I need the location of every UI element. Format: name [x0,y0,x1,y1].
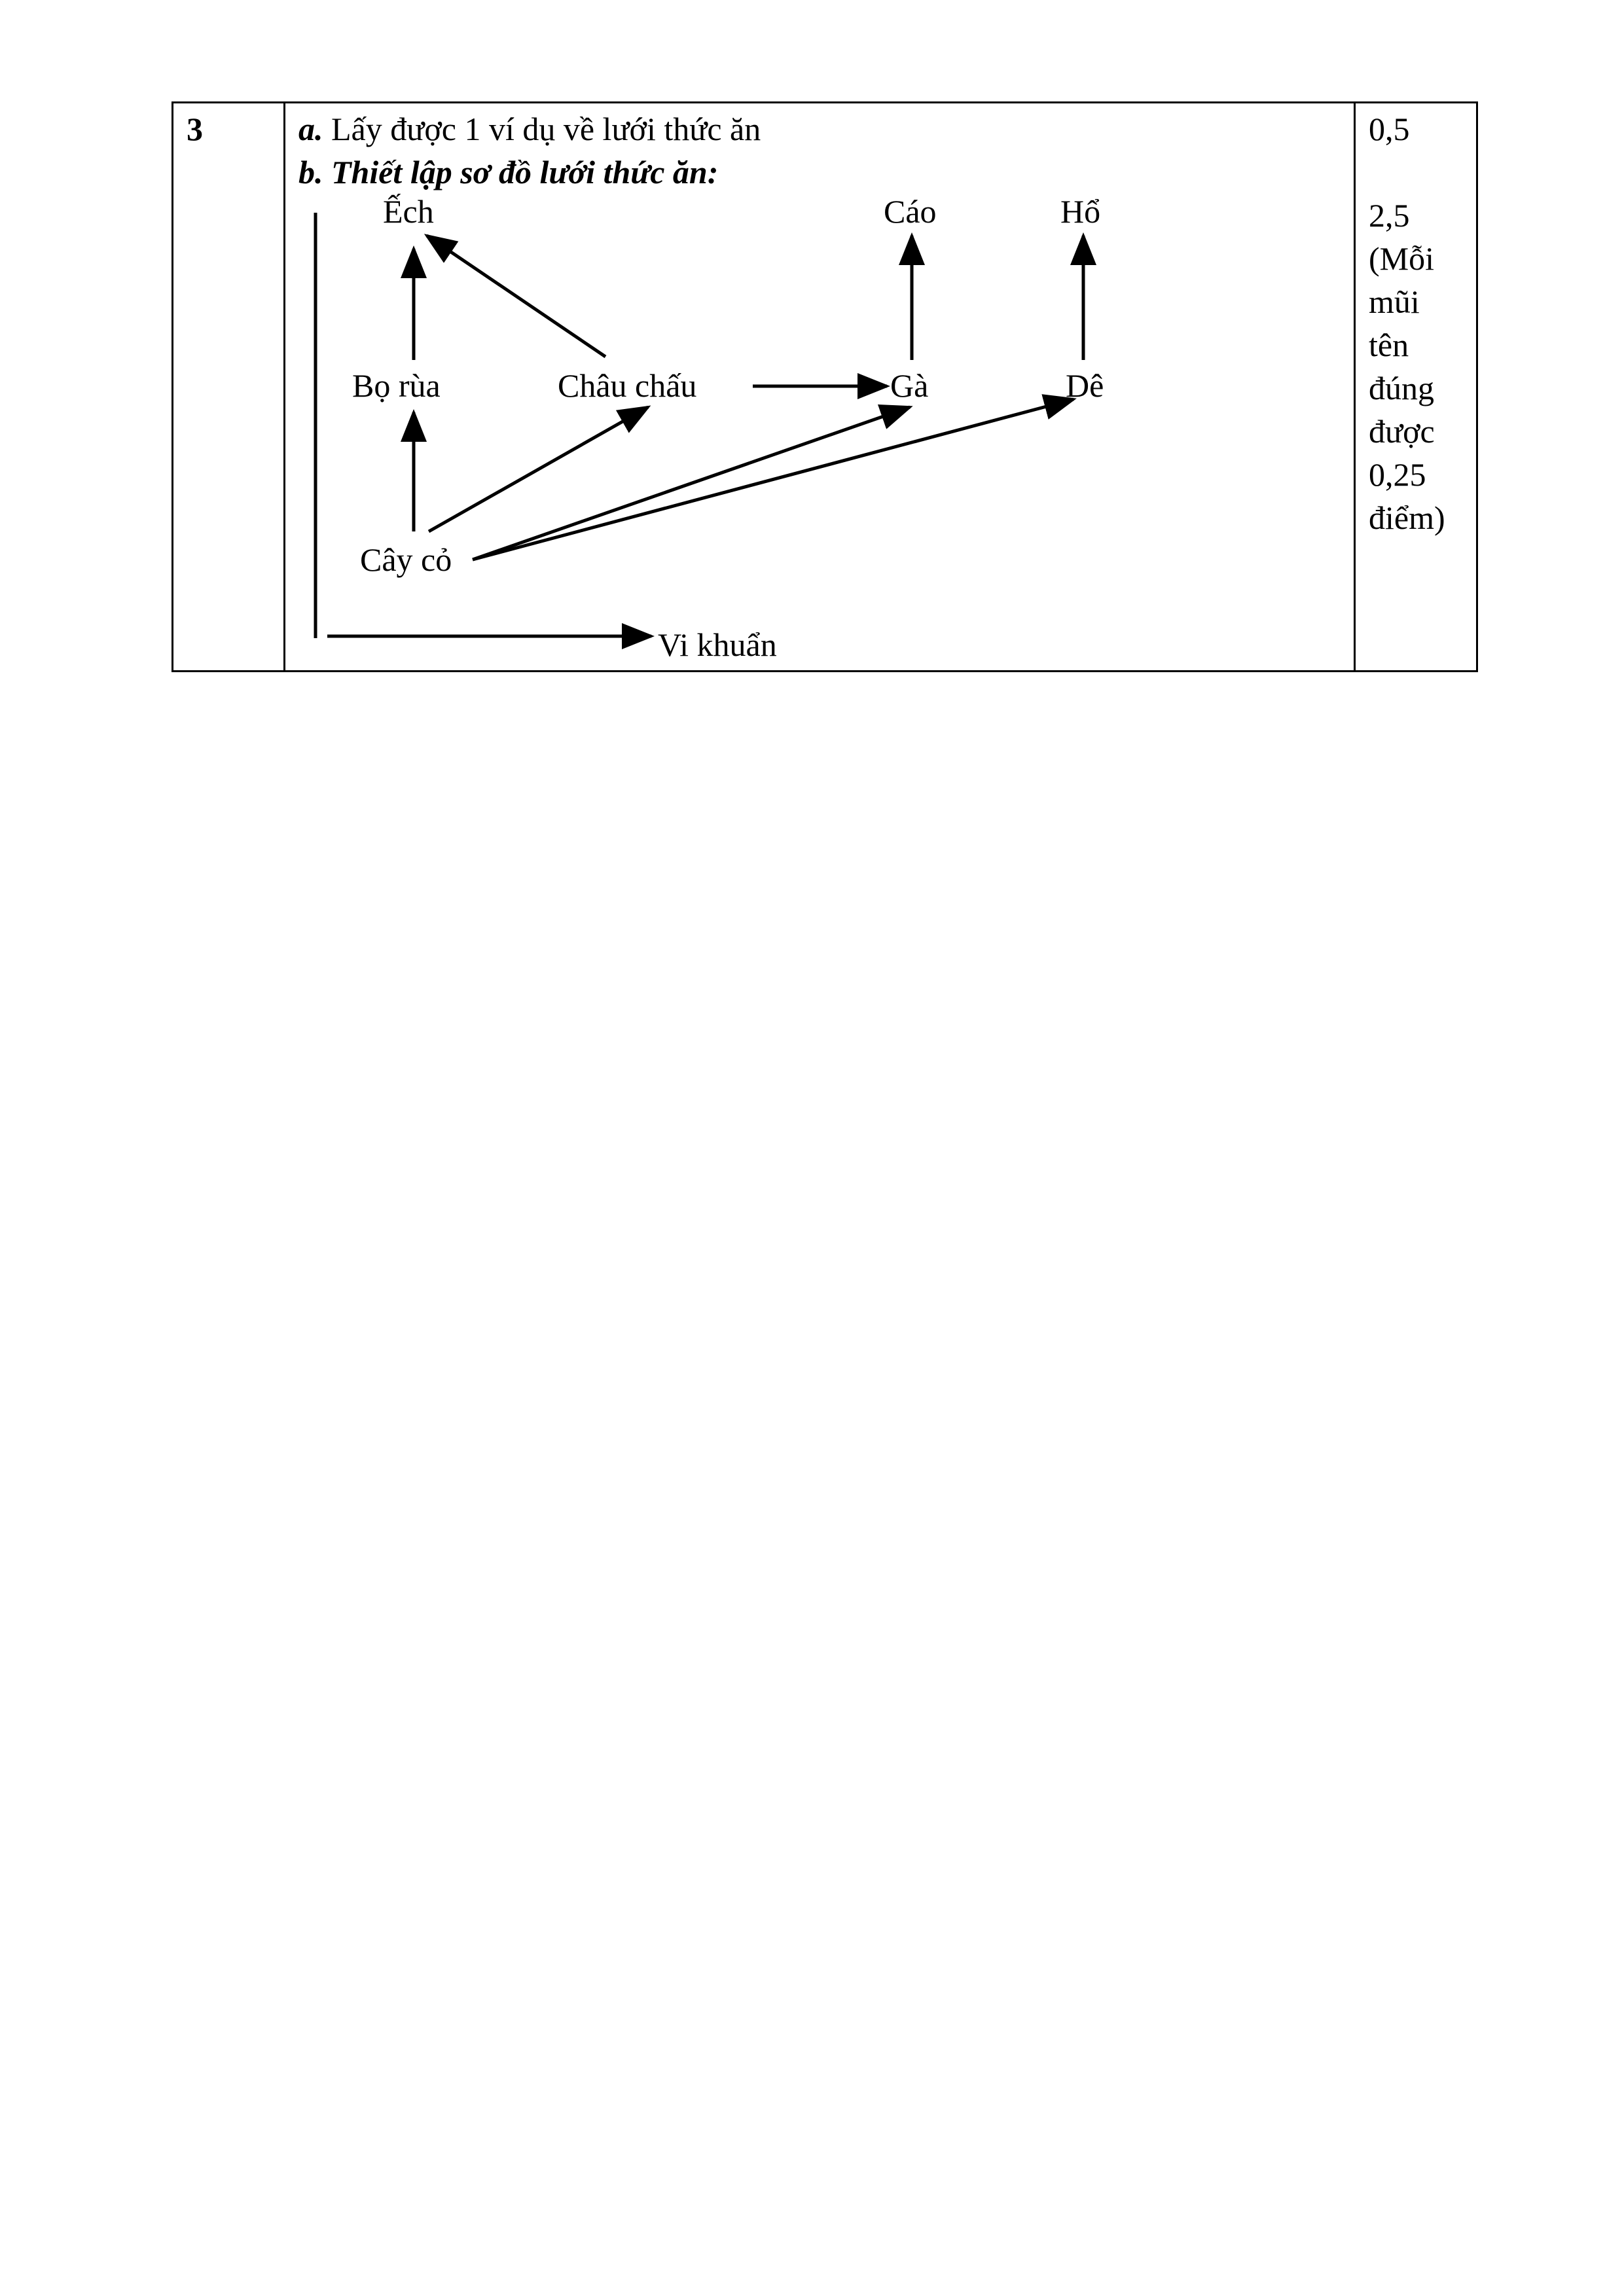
part-a-score: 0,5 [1369,111,1410,147]
node-ho: Hổ [1060,193,1101,230]
part-a-label: a. [298,111,323,147]
edge-cayco-chauchau [429,407,648,531]
node-ga: Gà [890,367,929,404]
score-note-0: (Mỗi [1369,240,1434,277]
node-cay-co: Cây cỏ [360,541,452,578]
score-note-5: 0,25 [1369,456,1426,493]
node-cao: Cáo [884,193,937,230]
score-note-2: tên [1369,327,1409,363]
score-note-3: đúng [1369,370,1434,406]
question-number: 3 [187,111,203,147]
score-note-1: mũi [1369,283,1420,320]
edge-chauchau-ech [427,236,605,357]
edge-cayco-de [473,399,1074,560]
node-bo-rua: Bọ rùa [352,367,441,404]
node-ech: Ếch [383,193,434,230]
node-de: Dê [1066,367,1104,404]
edge-cayco-ga [473,407,910,560]
part-b-label: b. Thiết lập sơ đồ lưới thức ăn: [298,154,719,190]
score-note-6: điểm) [1369,499,1445,536]
part-b-score: 2,5 [1369,197,1410,234]
node-chau-chau: Châu chấu [558,367,697,404]
score-note-4: được [1369,413,1435,450]
node-vi-khuan: Vi khuẩn [658,626,777,663]
part-a-text: Lấy được 1 ví dụ về lưới thức ăn [331,111,761,147]
food-web-diagram [0,0,1624,720]
